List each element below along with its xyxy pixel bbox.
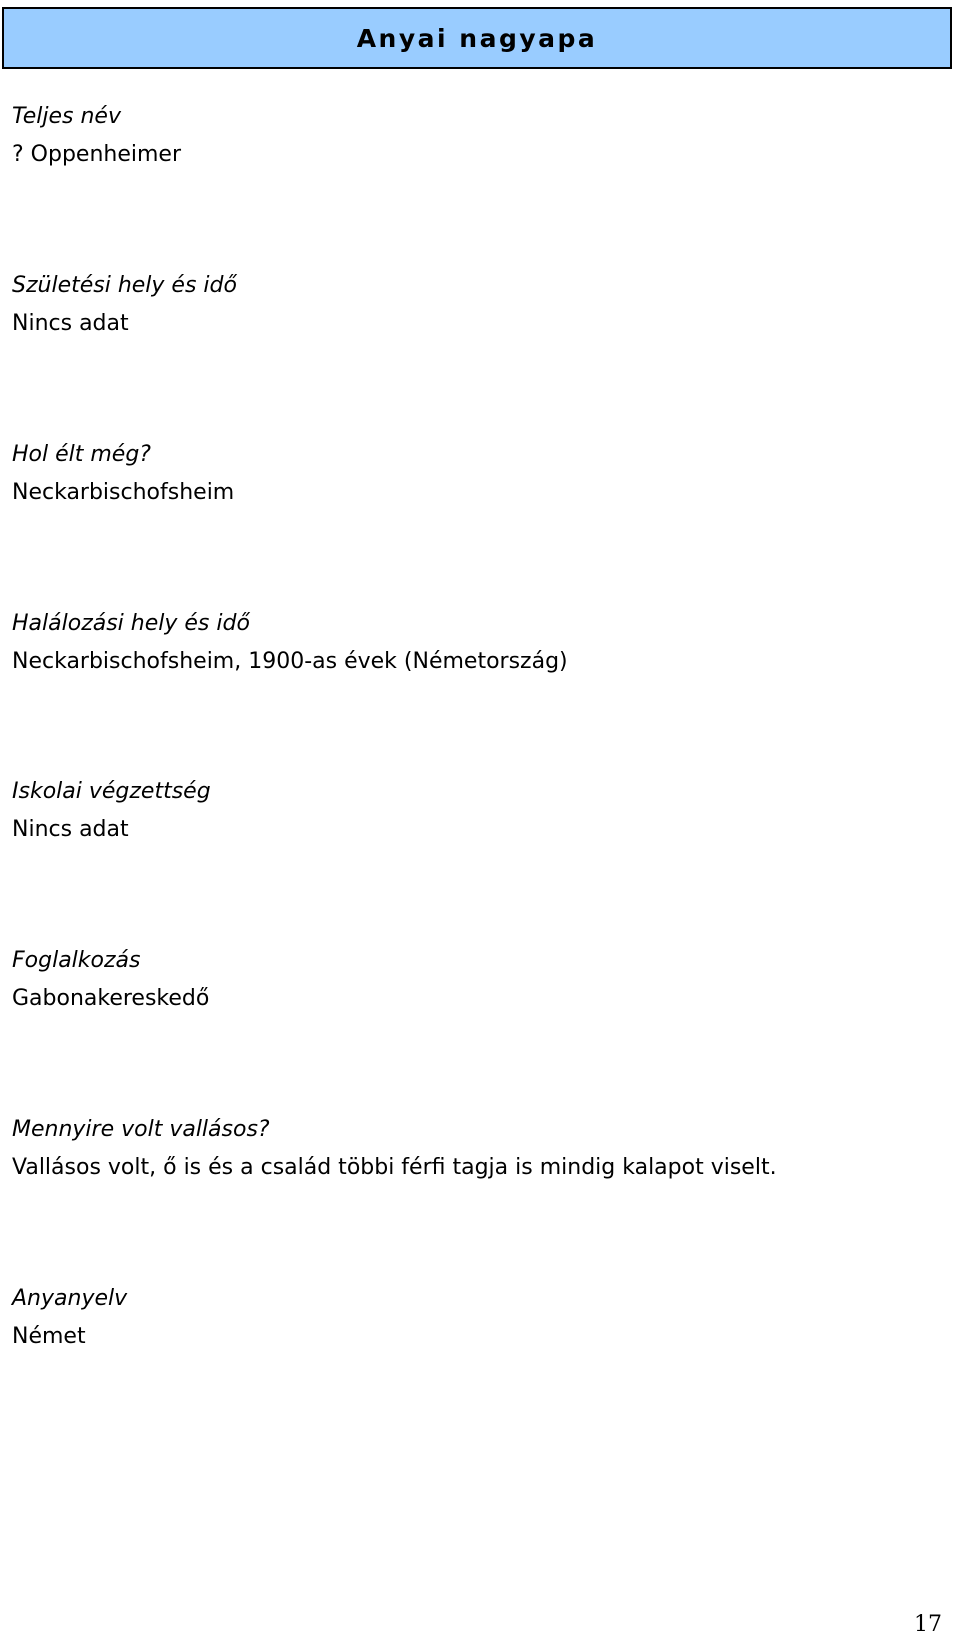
field-value: Neckarbischofsheim — [12, 480, 235, 505]
field-label: Mennyire volt vallásos? — [12, 1117, 270, 1142]
field-label: Hol élt még? — [12, 442, 151, 467]
field-label: Halálozási hely és idő — [12, 611, 250, 636]
field-mother-tongue — [12, 1284, 952, 1352]
field-label: Teljes név — [12, 104, 121, 129]
field-value: Gabonakereskedő — [12, 986, 210, 1011]
field-value: Neckarbischofsheim, 1900-as évek (Németország) — [12, 649, 568, 674]
field-religiosity — [12, 1115, 952, 1183]
field-label: Iskolai végzettség — [12, 779, 211, 804]
section-header — [2, 7, 952, 69]
field-birth-place-date — [12, 271, 952, 339]
field-value: Nincs adat — [12, 311, 129, 336]
field-value: ? Oppenheimer — [12, 142, 181, 167]
field-death-place-date — [12, 609, 952, 677]
field-other-residence — [12, 440, 952, 508]
field-label: Születési hely és idő — [12, 273, 237, 298]
field-occupation — [12, 946, 952, 1014]
field-full-name — [12, 102, 952, 170]
field-label: Foglalkozás — [12, 948, 141, 973]
field-label: Anyanyelv — [12, 1286, 128, 1311]
field-value: Vallásos volt, ő is és a család többi férfi tagja is mindig kalapot viselt. — [12, 1155, 777, 1180]
section-title: Anyai nagyapa — [356, 23, 598, 53]
page-number: 17 — [914, 1612, 942, 1637]
field-value: Nincs adat — [12, 817, 129, 842]
field-education — [12, 777, 952, 845]
field-value: Német — [12, 1324, 86, 1349]
